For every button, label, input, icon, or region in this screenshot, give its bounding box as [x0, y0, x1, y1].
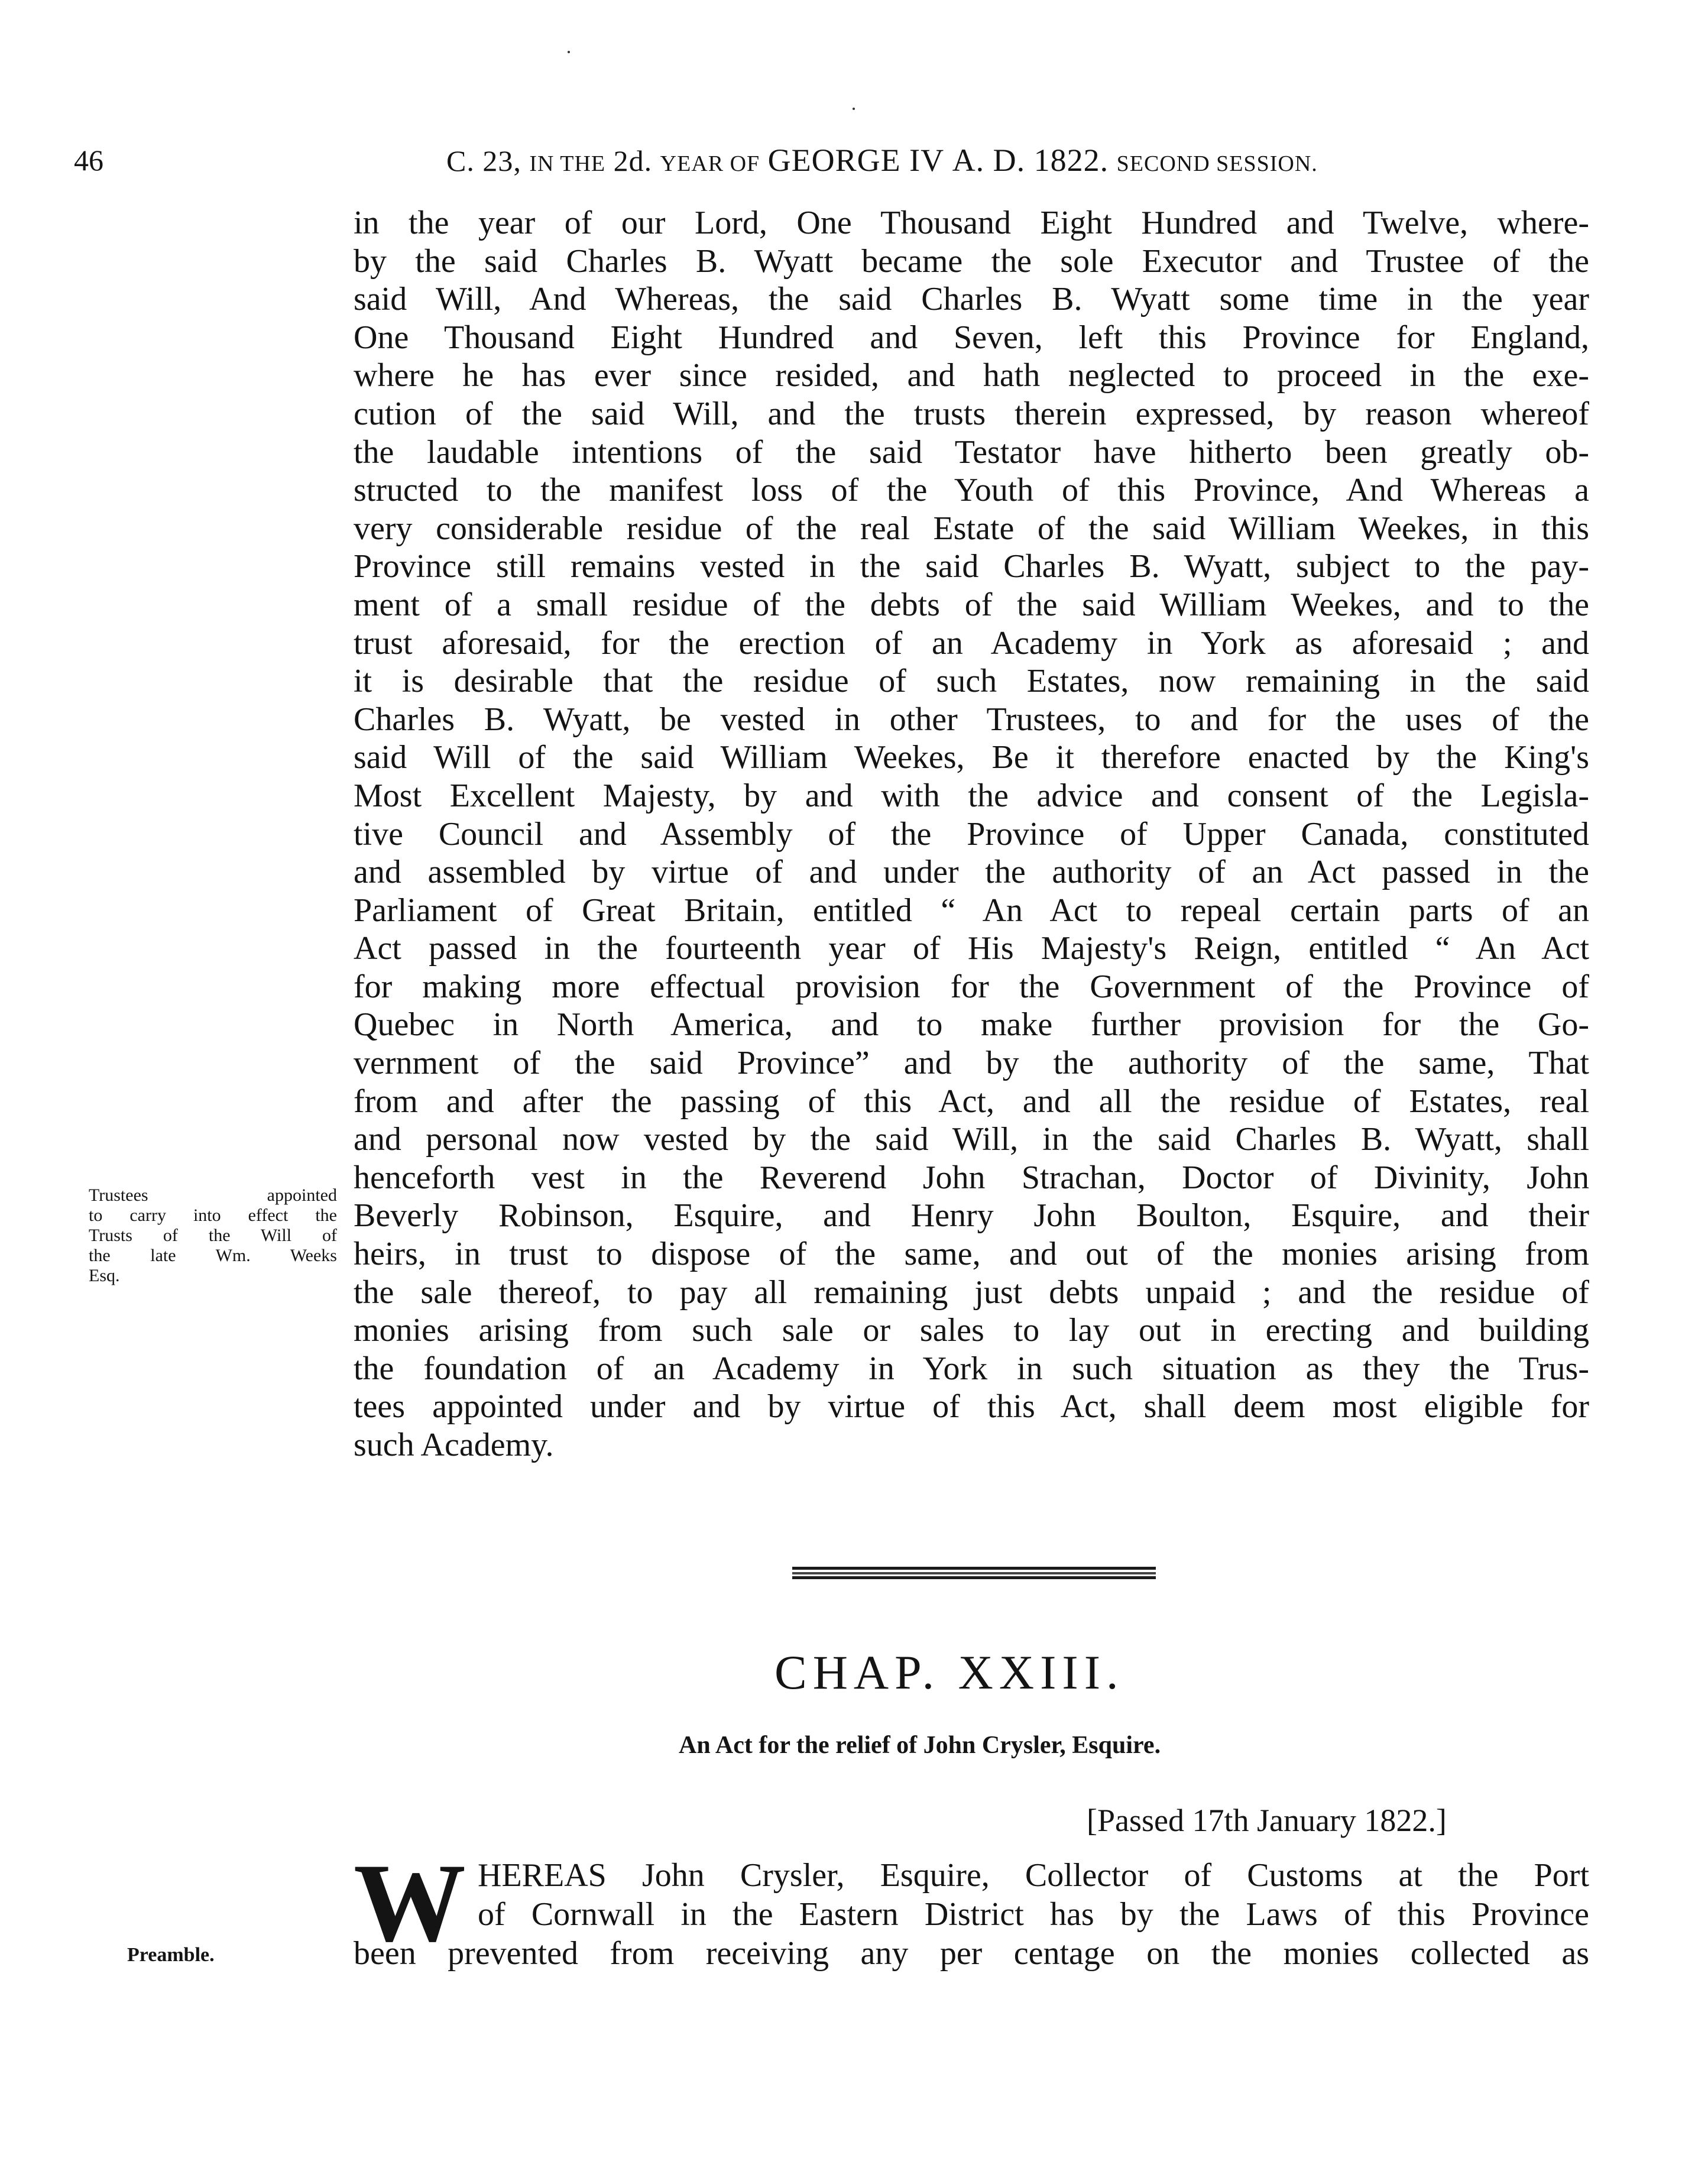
- page-number: 46: [74, 144, 103, 177]
- act-title: An Act for the relief of John Crysler, Esquire.: [679, 1732, 1161, 1759]
- preamble-line-3: been prevented from receiving any per centage on the monies collected as: [354, 1935, 1589, 1972]
- running-head-chapter-ref: C. 23,: [446, 144, 521, 177]
- body-line: One Thousand Eight Hundred and Seven, left this Province for England,: [354, 319, 1589, 356]
- running-head-ad: A. D. 1822.: [952, 142, 1109, 178]
- body-line: heirs, in trust to dispose of the same, and out of the monies arising from: [354, 1236, 1589, 1273]
- running-head: [446, 142, 1318, 179]
- body-line: Act passed in the fourteenth year of His Majesty's Reign, entitled “ An Act: [354, 930, 1589, 967]
- body-line: cution of the said Will, and the trusts therein expressed, by reason whereof: [354, 395, 1589, 432]
- body-line: tive Council and Assembly of the Province of Upper Canada, constituted: [354, 815, 1589, 853]
- preamble-line-2: of Cornwall in the Eastern District has by the Laws of this Province: [478, 1896, 1589, 1933]
- body-line: trust aforesaid, for the erection of an Academy in York as aforesaid ; and: [354, 624, 1589, 662]
- body-line: it is desirable that the residue of such Estates, now remaining in the said: [354, 663, 1589, 700]
- section-divider-rule: [792, 1567, 1156, 1582]
- body-line: vernment of the said Province” and by the authority of the same, That: [354, 1045, 1589, 1082]
- running-head-king: GEORGE IV: [767, 142, 945, 178]
- body-text: [354, 204, 1589, 1464]
- margin-note-line: to carry into effect the: [89, 1206, 337, 1225]
- running-head-year-ord: 2d.: [613, 144, 653, 177]
- passed-date: [Passed 17th January 1822.]: [1087, 1803, 1447, 1838]
- body-line: such Academy.: [354, 1427, 554, 1463]
- body-line: Quebec in North America, and to make further provision for the Go-: [354, 1006, 1589, 1044]
- body-line: Charles B. Wyatt, be vested in other Trustees, to and for the uses of the: [354, 701, 1589, 738]
- margin-note-line: the late Wm. Weeks: [89, 1246, 337, 1265]
- body-line: Province still remains vested in the said Charles B. Wyatt, subject to the pay-: [354, 548, 1589, 585]
- body-line: by the said Charles B. Wyatt became the sole Executor and Trustee of the: [354, 242, 1589, 280]
- body-line: said Will, And Whereas, the said Charles B. Wyatt some time in the year: [354, 281, 1589, 318]
- print-speck: [853, 108, 855, 110]
- running-head-session: SECOND SESSION.: [1116, 151, 1318, 176]
- body-line: in the year of our Lord, One Thousand Eight Hundred and Twelve, where-: [354, 205, 1589, 241]
- margin-note-trustees: [89, 1185, 337, 1286]
- body-line: structed to the manifest loss of the Youth of this Province, And Whereas a: [354, 472, 1589, 509]
- body-line: and assembled by virtue of and under the authority of an Act passed in the: [354, 854, 1589, 891]
- running-head-year-of: YEAR OF: [660, 151, 760, 176]
- margin-note-line: Esq.: [89, 1266, 120, 1285]
- body-line: the laudable intentions of the said Testator have hitherto been greatly ob-: [354, 433, 1589, 471]
- body-line: henceforth vest in the Reverend John Strachan, Doctor of Divinity, John: [354, 1159, 1589, 1196]
- body-line: monies arising from such sale or sales to lay out in erecting and building: [354, 1312, 1589, 1349]
- body-line: the sale thereof, to pay all remaining just debts unpaid ; and the residue of: [354, 1274, 1589, 1311]
- print-speck: [568, 51, 570, 53]
- chapter-heading: CHAP. XXIII.: [774, 1645, 1124, 1699]
- body-line: Beverly Robinson, Esquire, and Henry John Boulton, Esquire, and their: [354, 1197, 1589, 1234]
- body-line: and personal now vested by the said Will, in the said Charles B. Wyatt, shall: [354, 1121, 1589, 1158]
- body-line: Most Excellent Majesty, by and with the advice and consent of the Legisla-: [354, 777, 1589, 814]
- body-line: said Will of the said William Weekes, Be it therefore enacted by the King's: [354, 739, 1589, 776]
- margin-note-preamble: Preamble.: [127, 1944, 215, 1966]
- body-line: the foundation of an Academy in York in such situation as they the Trus-: [354, 1350, 1589, 1387]
- body-line: ment of a small residue of the debts of the said William Weekes, and to the: [354, 586, 1589, 623]
- body-line: for making more effectual provision for the Government of the Province of: [354, 968, 1589, 1005]
- running-head-in-the: IN THE: [529, 151, 606, 176]
- body-line: Parliament of Great Britain, entitled “ An Act to repeal certain parts of an: [354, 892, 1589, 929]
- preamble-line-1: HEREAS John Crysler, Esquire, Collector of Customs at the Port: [478, 1857, 1589, 1894]
- body-line: very considerable residue of the real Estate of the said William Weekes, in this: [354, 510, 1589, 547]
- body-line: tees appointed under and by virtue of this Act, shall deem most eligible for: [354, 1388, 1589, 1425]
- body-line: where he has ever since resided, and hath neglected to proceed in the exe-: [354, 357, 1589, 394]
- body-line: from and after the passing of this Act, and all the residue of Estates, real: [354, 1083, 1589, 1120]
- margin-note-line: Trusts of the Will of: [89, 1226, 337, 1245]
- drop-cap: W: [354, 1841, 466, 1965]
- margin-note-line: Trustees appointed: [89, 1185, 337, 1205]
